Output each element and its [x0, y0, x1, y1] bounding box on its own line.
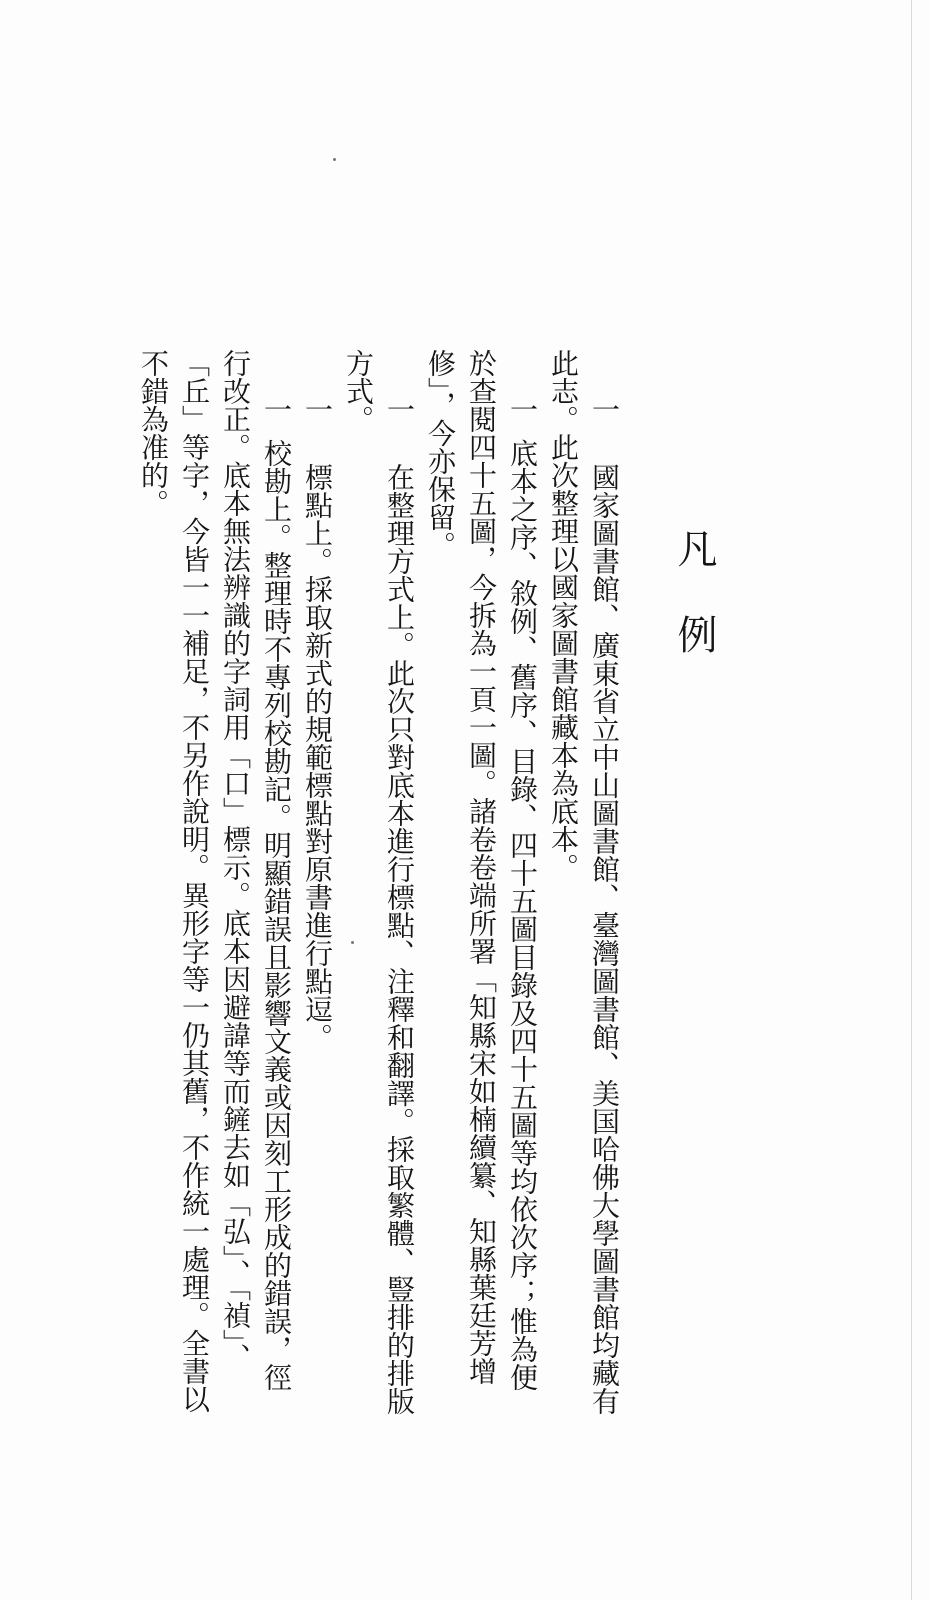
page-edge-line — [911, 0, 912, 1600]
item-5-line-2: 行改正。底本無法辨識的字詞用「口」標示。底本因避諱等而鏟去如「弘」、「禎」、 — [219, 349, 252, 1371]
item-3-line-1: 一在整理方式上。此次只對底本進行標點、注釋和翻譯。採取繁體、豎排的排版 — [379, 323, 420, 1523]
scan-speck-top — [333, 158, 336, 161]
item-2-line-1: 一底本之序、敘例、舊序、目錄、四十五圖目錄及四十五圖等均依次序；惟為便 — [502, 323, 543, 1523]
page-title: 凡例 — [671, 528, 717, 700]
conventions-body — [133, 323, 625, 1523]
item-5-bullet: 一 — [260, 395, 293, 423]
item-2-line-2: 於查閱四十五圖，今拆為一頁一圖。諸卷卷端所署「知縣宋如楠續纂、知縣葉廷芳增 — [465, 349, 498, 1385]
item-1-line-1: 一國家圖書館、廣東省立中山圖書館、臺灣圖書館、美国哈佛大學圖書館均藏有 — [584, 323, 625, 1523]
item-5-line-1: 一校勘上。整理時不專列校勘記。明顯錯誤且影響文義或因刻工形成的錯誤，徑 — [256, 323, 297, 1523]
item-4-line-1: 一標點上。採取新式的規範標點對原書進行點逗。 — [297, 323, 338, 1523]
item-4-bullet: 一 — [301, 395, 334, 423]
item-3-bullet: 一 — [383, 395, 416, 423]
item-1-bullet: 一 — [588, 395, 621, 423]
item-3-line-2: 方式。 — [342, 349, 375, 433]
item-2-bullet: 一 — [506, 395, 539, 423]
item-2-line-3: 修」，今亦保留。 — [424, 349, 457, 559]
item-1-line-2: 此志。此次整理以國家圖書館藏本為底本。 — [547, 349, 580, 881]
item-5-line-4: 不錯為准的。 — [137, 349, 170, 517]
item-5-line-3: 「丘」等字，今皆一一補足，不另作說明。異形字等一仍其舊，不作統一處理。全書以 — [178, 349, 211, 1413]
